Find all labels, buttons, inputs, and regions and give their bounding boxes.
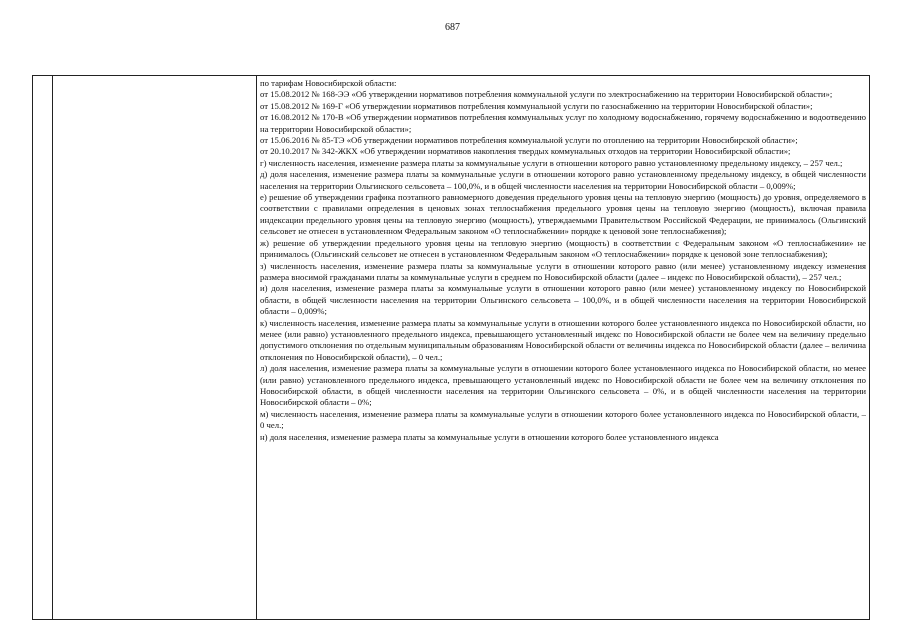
paragraph-342-zhkkh: от 20.10.2017 № 342-ЖКХ «Об утверждении нормативов накопления твердых коммунальных отходов на территории Новосибирской области»; — [260, 146, 791, 157]
page-number: 687 — [445, 22, 460, 33]
table-cell-text — [260, 78, 866, 619]
paragraph-k: к) численность населения, изменение размера платы за коммунальные услуги в отношении которого более установленного индекса по Новосибирской области, но менее (или равно) установленного предельного индекса, превышающего установленный индекс по Новосибирской области не более чем на величину предельно допустимого отклонения по отдельным муниципальным образованиям Новосибирской области от величины индекса по Новосибирской области (далее – величина отклонения по Новосибирской области), – 0 чел.; — [260, 317, 866, 362]
column-divider-2 — [256, 76, 257, 619]
document-table — [32, 75, 870, 620]
paragraph-170-v: от 16.08.2012 № 170-В «Об утверждении нормативов потребления коммунальных услуг по холодному водоснабжению, горячему водоснабжению и водоотведению на территории Новосибирской области»; — [260, 112, 866, 134]
column-divider-1 — [52, 76, 53, 619]
paragraph-d: д) доля населения, изменение размера платы за коммунальные услуги в отношении которого равно установленному предельному индексу, в общей численности населения на территории Ольгинского сельсовета – 100,0%, и в общей численности населения на территории Новосибирской области – 0,009%; — [260, 169, 866, 191]
paragraph-169-g: от 15.08.2012 № 169-Г «Об утверждении нормативов потребления коммунальной услуги по газоснабжению на территории Новосибирской области»; — [260, 100, 813, 111]
paragraph-l: л) доля населения, изменение размера платы за коммунальные услуги в отношении которого более установленного индекса по Новосибирской области, но менее (или равно) установленного предельного индекса, превышающего установленный индекс по Новосибирской области не более чем на величину отклонения по Новосибирской области, в общей численности населения на территории Ольгинского сельсовета – 0%, и в общей численности населения на территории Новосибирской области – 0%; — [260, 363, 866, 408]
paragraph-n: н) доля населения, изменение размера платы за коммунальные услуги в отношении которого более установленного индекса — [260, 431, 719, 442]
paragraph-zh: ж) решение об утверждении предельного уровня цены на тепловую энергию (мощность) в соответствии с Федеральным законом «О теплоснабжении» не принималось (Ольгинский сельсовет не отнесен в установленном Федеральным законом «О теплоснабжении» порядке к ценовой зоне теплоснабжения); — [260, 237, 866, 260]
paragraph-z: з) численность населения, изменение размера платы за коммунальные услуги в отношении которого равно (или менее) установленному индексу изменения размера вносимой гражданами платы за коммунальные услуги в среднем по Новосибирской области (далее – индекс по Новосибирской области), – 257 чел.; — [260, 260, 866, 282]
paragraph-g: г) численность населения, изменение размера платы за коммунальные услуги в отношении которого равно установленному предельному индексу, – 257 чел.; — [260, 157, 843, 168]
paragraph-168-ee: от 15.08.2012 № 168-ЭЭ «Об утверждении нормативов потребления коммунальной услуги по электроснабжению на территории Новосибирской области»; — [260, 89, 833, 100]
paragraph-85-te: от 15.06.2016 № 85-ТЭ «Об утверждении нормативов потребления коммунальной услуги по отоплению на территории Новосибирской области»; — [260, 135, 798, 146]
paragraph-i: и) доля населения, изменение размера платы за коммунальные услуги в отношении которого равно (или менее) установленному индексу по Новосибирской области, в общей численности населения на территории Ольгинского сельсовета – 100,0%, и в общей численности населения на территории Новосибирской области – 0,009%; — [260, 283, 866, 317]
paragraph-tariff-intro: по тарифам Новосибирской области: — [260, 78, 397, 88]
paragraph-m: м) численность населения, изменение размера платы за коммунальные услуги в отношении которого более установленного индекса по Новосибирской области, – 0 чел.; — [260, 408, 866, 431]
paragraph-e: е) решение об утверждении графика поэтапного равномерного доведения предельного уровня цены на тепловую энергию (мощность) до уровня, определяемого в соответствии с правилами определения в ценовых зонах теплоснабжения предельного уровня цены на тепловую энергию (мощность), включая правила индексации предельного уровня цены на тепловую энергию (мощность), утверждаемыми Правительством Российской Федерации, не принималось (Ольгинский сельсовет не отнесен в установленном Федеральным законом «О теплоснабжении» порядке к ценовой зоне теплоснабжения); — [260, 192, 866, 237]
